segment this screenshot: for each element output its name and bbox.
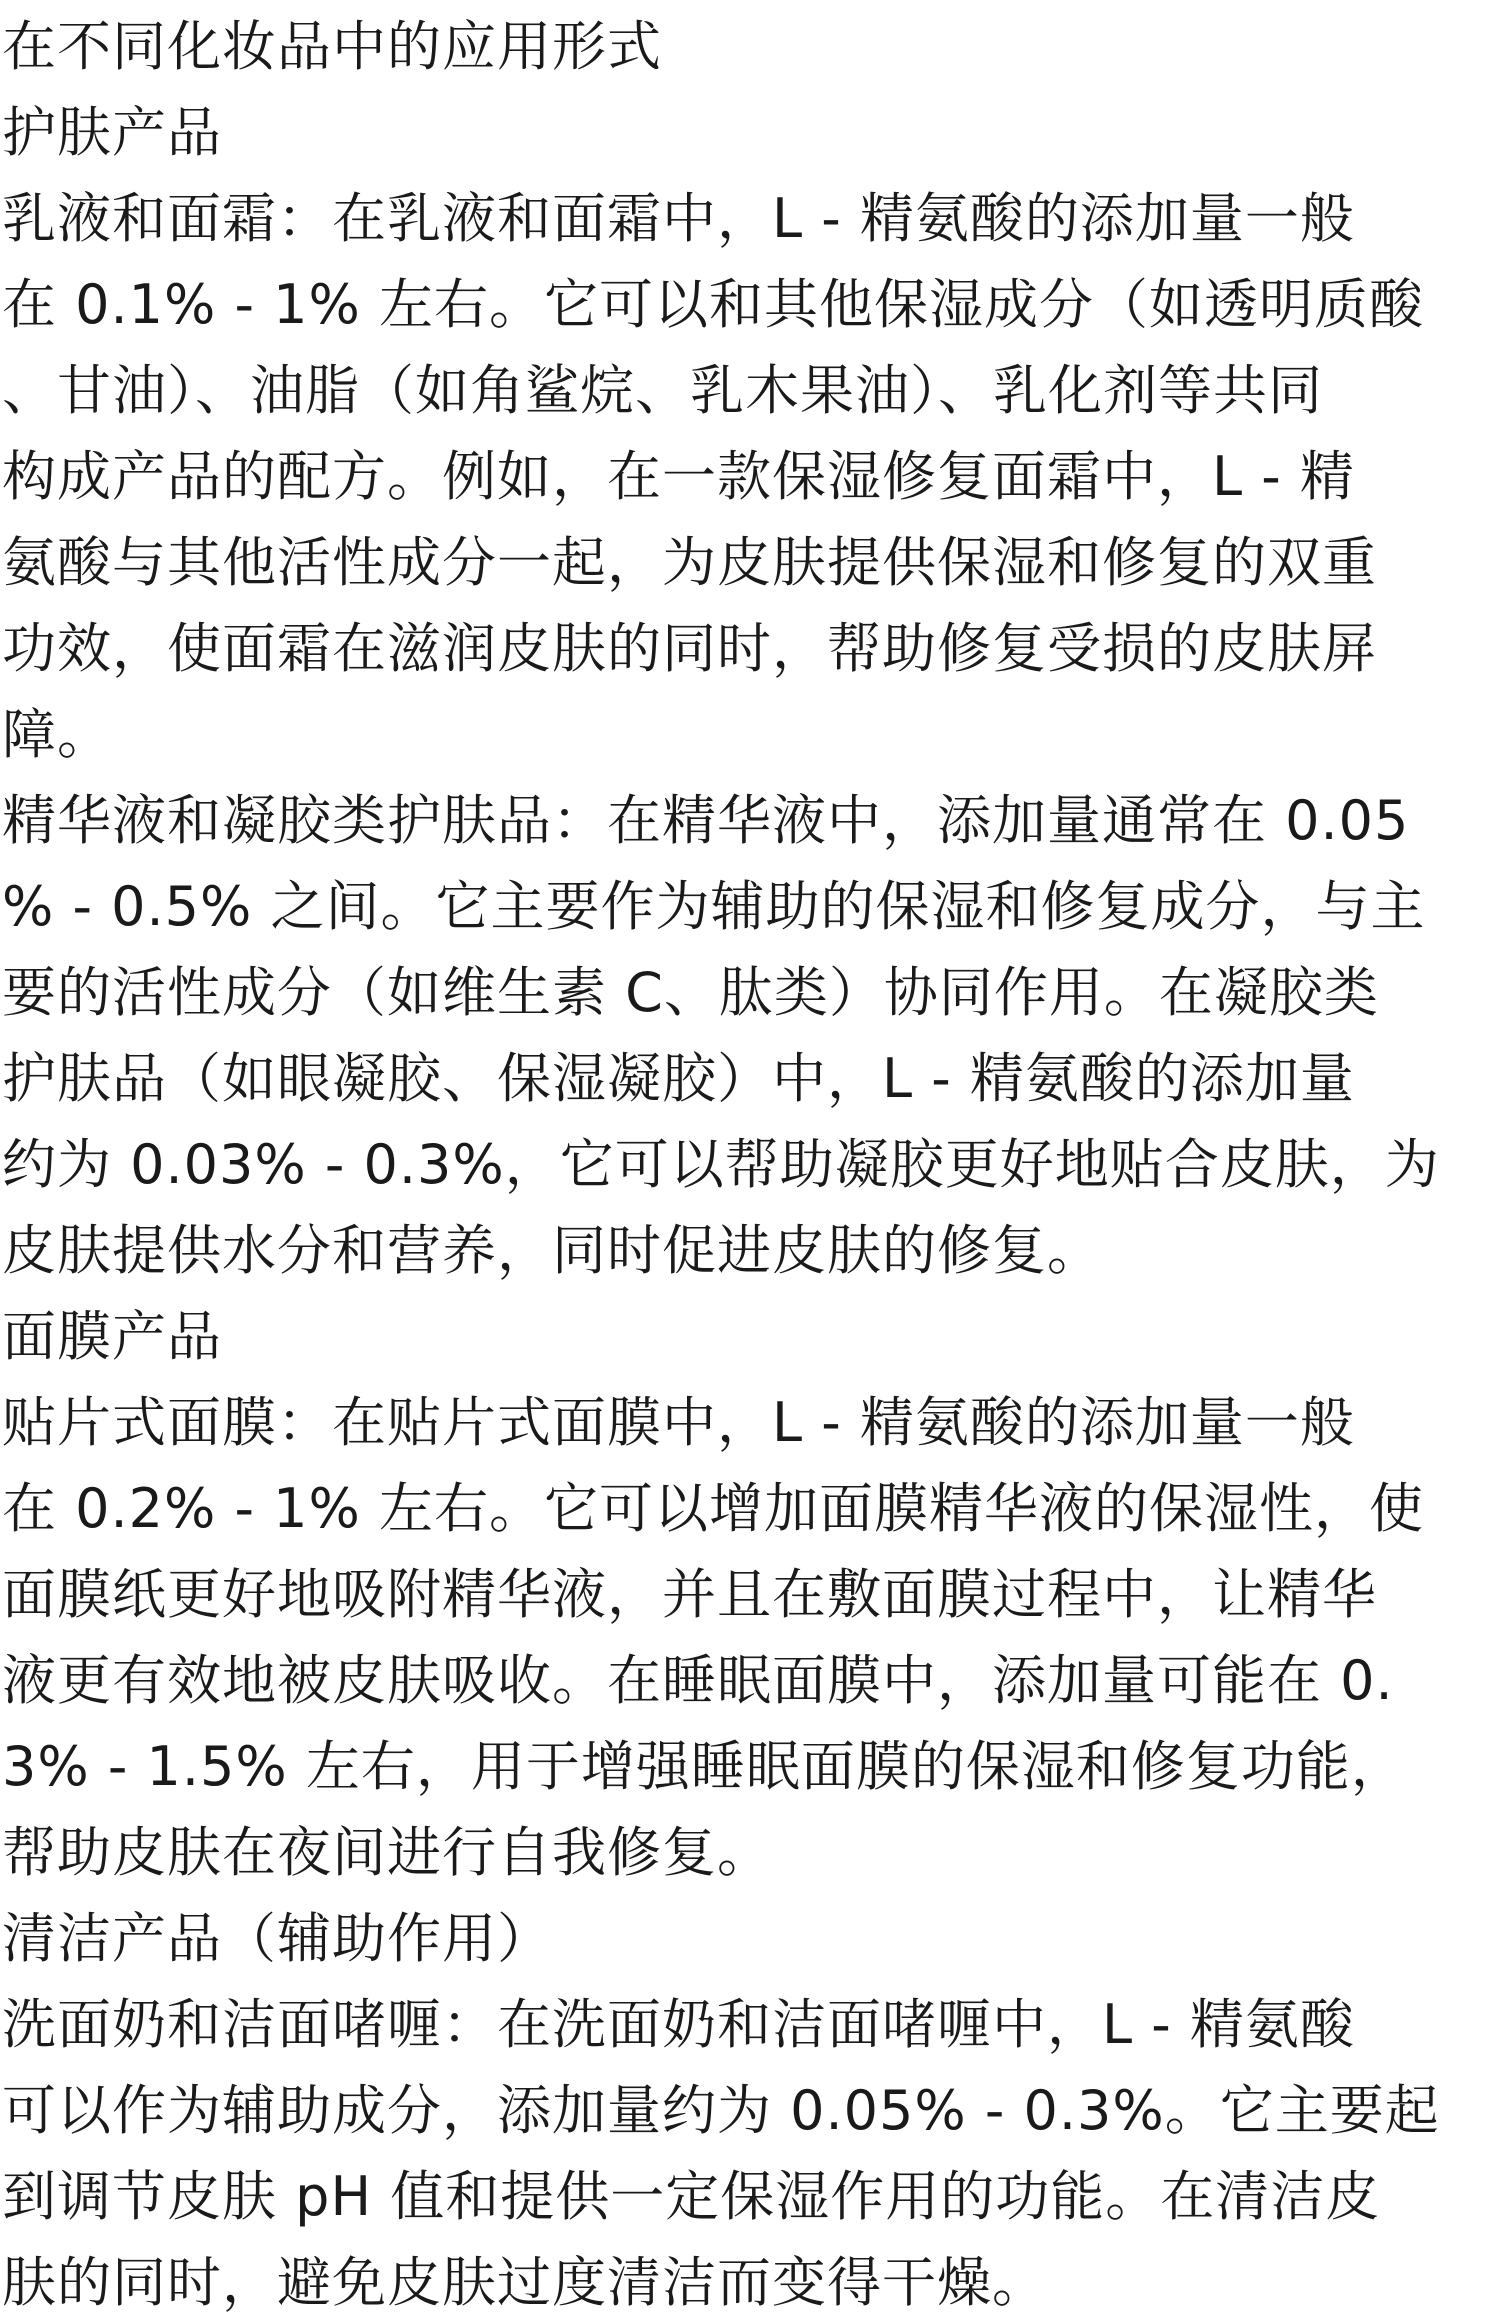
text-line: % - 0.5% 之间。它主要作为辅助的保湿和修复成分，与主 <box>2 875 1426 938</box>
text-line: 在 0.2% - 1% 左右。它可以增加面膜精华液的保湿性，使 <box>2 1477 1424 1540</box>
text-line: 护肤品（如眼凝胶、保湿凝胶）中，L - 精氨酸的添加量 <box>2 1047 1355 1110</box>
text-line: 肤的同时，避免皮肤过度清洁而变得干燥。 <box>2 2251 1047 2314</box>
text-line: 皮肤提供水分和营养，同时促进皮肤的修复。 <box>2 1219 1102 1282</box>
text-line: 3% - 1.5% 左右，用于增强睡眠面膜的保湿和修复功能， <box>2 1735 1406 1798</box>
text-line: 面膜纸更好地吸附精华液，并且在敷面膜过程中，让精华 <box>2 1563 1377 1626</box>
text-line: 面膜产品 <box>2 1305 222 1368</box>
text-line: 洗面奶和洁面啫喱：在洗面奶和洁面啫喱中，L - 精氨酸 <box>2 1993 1355 2056</box>
text-line: 贴片式面膜：在贴片式面膜中，L - 精氨酸的添加量一般 <box>2 1391 1355 1454</box>
text-line: 在 0.1% - 1% 左右。它可以和其他保湿成分（如透明质酸 <box>2 273 1424 336</box>
text-line: 氨酸与其他活性成分一起，为皮肤提供保湿和修复的双重 <box>2 531 1377 594</box>
document-title: 在不同化妆品中的应用形式 <box>2 15 662 78</box>
text-line: 构成产品的配方。例如，在一款保湿修复面霜中，L - 精 <box>2 445 1355 508</box>
text-line: 乳液和面霜：在乳液和面霜中，L - 精氨酸的添加量一般 <box>2 187 1355 250</box>
text-line: 功效，使面霜在滋润皮肤的同时，帮助修复受损的皮肤屏 <box>2 617 1377 680</box>
text-line: 帮助皮肤在夜间进行自我修复。 <box>2 1821 772 1884</box>
text-line: 到调节皮肤 pH 值和提供一定保湿作用的功能。在清洁皮 <box>2 2165 1381 2228</box>
text-line: 、甘油）、油脂（如角鲨烷、乳木果油）、乳化剂等共同 <box>2 359 1323 422</box>
text-line: 要的活性成分（如维生素 C、肽类）协同作用。在凝胶类 <box>2 961 1379 1024</box>
text-line: 精华液和凝胶类护肤品：在精华液中，添加量通常在 0.05 <box>2 789 1410 852</box>
text-line: 护肤产品 <box>2 101 222 164</box>
text-line: 约为 0.03% - 0.3%，它可以帮助凝胶更好地贴合皮肤，为 <box>2 1133 1440 1196</box>
text-line: 液更有效地被皮肤吸收。在睡眠面膜中，添加量可能在 0. <box>2 1649 1394 1712</box>
text-line: 清洁产品（辅助作用） <box>2 1907 552 1970</box>
text-line: 障。 <box>2 703 112 766</box>
text-line: 可以作为辅助成分，添加量约为 0.05% - 0.3%。它主要起 <box>2 2079 1440 2142</box>
